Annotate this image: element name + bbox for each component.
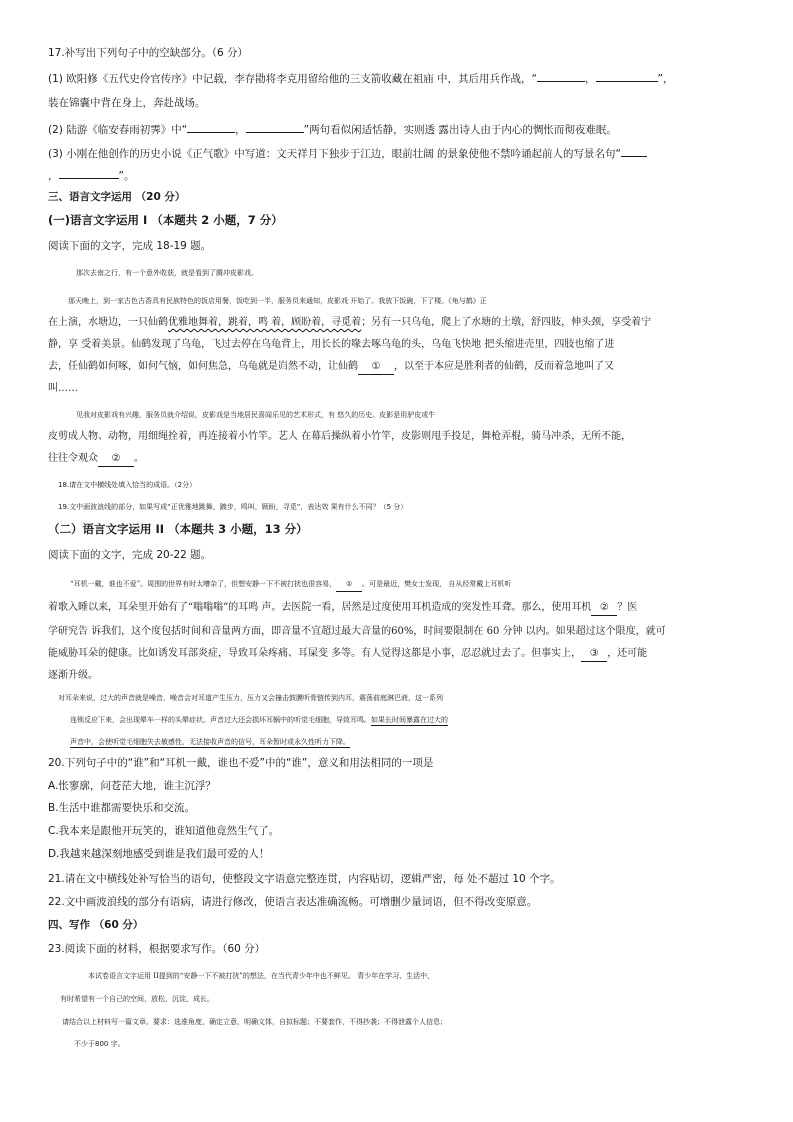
q17-item2: (2) 陆游《临安春雨初霁》中“ ， ”两句看似闲适恬静，实则透 露出诗人由于内心的惆怅而彻夜难眠。	[48, 121, 748, 137]
blank-p2-3: ③	[581, 647, 607, 662]
passage2-line4: 能威胁耳朵的健康。比如诱发耳部炎症，导致耳朵疼痛、耳屎变 多等。有人觉得这都是小事，忍忍就过去了。但事实上， ③ ，还可能	[48, 647, 748, 662]
passage1-p2-line4: 去，任仙鹤如何啄，如何气恼，如何焦急，乌龟就是岿然不动，让仙鹤 ① ，以至于本应是胜利者的仙鹤，反而着急地叫了又	[48, 360, 748, 375]
material-line2: 有时希望有一个自己的空间，放松，沉淀，成长。	[60, 995, 214, 1003]
wavy-underlined-text: 优雅地舞着，跳着，鸣 着，顾盼着，寻觅着	[168, 317, 362, 328]
section3-sub2: （二）语言文字运用 II （本题共 3 小题，13 分）	[48, 522, 308, 536]
q19: 19.文中画波浪线的部分，如果写成“正优雅地跳舞，踱步，鸣叫，顾盼，寻觅”，表达效 果有什么不同？（5 分）	[58, 503, 408, 511]
q20-option-b: B.生活中谁都需要快乐和交流。	[48, 802, 196, 814]
passage2-line2: 着歌入睡以来，耳朵里开始有了“嗡嗡嗡”的耳鸣 声。去医院一看，居然是过度使用耳机造成的突发性耳聋。那么，使用耳机 ② ？医	[48, 601, 748, 616]
writing-requirement-cont: 不少于800 字。	[74, 1040, 125, 1048]
q20: 20.下列句子中的“谁”和“耳机一戴，谁也不爱”中的“谁”，意义和用法相同的一项是	[48, 757, 434, 769]
q18: 18.请在文中横线处填入恰当的成语。（2分）	[58, 481, 197, 489]
q17-item3: (3) 小刚在他创作的历史小说《正气歌》中写道：文天祥月下独步于江边，眼前壮阔 的景象使他不禁吟诵起前人的写景名句“	[48, 145, 748, 161]
section3-intro2: 阅读下面的文字，完成 20-22 题。	[48, 549, 212, 561]
q20-option-c: C.我本来是跟他开玩笑的，谁知道他竟然生气了。	[48, 825, 280, 837]
passage1-p2-line3: 静，享 受着美景。仙鹤发现了乌龟，飞过去停在乌龟背上，用长长的喙去啄乌龟的头，乌龟飞快地 把头缩进壳里，四肢也缩了进	[48, 339, 615, 350]
blank-p2-2: ②	[591, 601, 617, 616]
passage1-p2-line2: 在上演，水塘边，一只仙鹤优雅地舞着，跳着，鸣 着，顾盼着，寻觅着；另有一只乌龟，爬上了水塘的土墩，舒四肢，伸头颈，享受着宁	[48, 317, 652, 328]
writing-requirement: 请结合以上材料写一篇文章。要求：选准角度，确定立意，明确文体，自拟标题；不要套作，不得抄袭；不得泄露个人信息；	[62, 1018, 447, 1026]
passage1-p1: 那次去南之行，有一个意外收获，就是看到了腾冲皮影戏。	[76, 269, 258, 277]
passage2-p2-line3	[70, 735, 770, 749]
q23: 23.阅读下面的材料，根据要求写作。（60 分）	[48, 943, 266, 955]
q22: 22.文中画波浪线的部分有语病，请进行修改，使语言表达准确流畅。可增删少量词语，但不得改变原意。	[48, 896, 538, 908]
passage1-p3-line3: 往往令观众 ② 。	[48, 452, 748, 467]
passage1-p2-line1: 那天晚上，到一家古色古香具有民族特色的饭店用餐，饭吃到一半，服务员来通知，皮影戏 开始了。我放下饭碗，下了楼。《龟与鹤》正	[68, 297, 487, 305]
q17-item1: (1) 欧阳修《五代史伶官传序》中记载，李存勖将李克用留给他的三支箭收藏在祖庙 中，其后用兵作战，“ ， ”，	[48, 70, 748, 86]
q17-item1-cont: 装在锦囊中背在身上，奔赴战场。	[48, 97, 206, 109]
blank-2: ②	[98, 452, 134, 467]
q21: 21.请在文中横线处补写恰当的语句，使整段文字语意完整连贯，内容贴切，逻辑严密，每 处不超过 10 个字。	[48, 873, 561, 885]
passage1-p2-line5: 叫……	[48, 383, 78, 394]
q20-option-a: A.怅寥廓，问苍茫大地，谁主沉浮？	[48, 780, 216, 792]
blank-p2-1: ①	[336, 577, 362, 592]
passage2-p2-line1: 对耳朵来说，过大的声音就是噪音，噪音会对耳道产生压力，压力又会撞击鼓膜听骨链传到内耳，震荡前庭淋巴液，这一系列	[58, 694, 443, 702]
section3-intro: 阅读下面的文字，完成 18-19 题。	[48, 240, 212, 252]
underlined-text: 如果长时间暴露在过大的	[371, 716, 448, 724]
q17-item3-cont: ， ”。	[48, 167, 748, 183]
section3-title: 三、语言文字运用 （20 分）	[48, 191, 186, 203]
underlined-text-cont: 声音中，会使听觉毛细胞失去敏感性，无法接收声音的信号，耳朵暂时或永久性听力下降。	[70, 738, 350, 746]
passage1-p3-line1: 见我对皮影戏有兴趣，服务员就介绍说，皮影戏是当地居民喜闻乐见的艺术形式，有 悠久的历史。皮影是用驴皮或牛	[76, 411, 436, 419]
blank-1: ①	[358, 360, 394, 375]
passage2-line3: 学研究告 诉我们，这个度包括时间和音量两方面，即音量不宜超过最大音量的60%，时间要限制在 60 分钟 以内。如果超过这个限度，就可	[48, 626, 666, 637]
passage2-line5: 逐渐升级。	[48, 670, 98, 681]
q17-title: 17.补写出下列句子中的空缺部分。（6 分）	[48, 47, 248, 59]
passage2-line1: “耳机一戴，谁也不爱”。周围的世界有时太嘈杂了，但想安静一下不被打扰也很容易， ① 。可是最近，樊女士发现， 自从经常戴上耳机听	[70, 577, 770, 592]
q20-option-d: D.我越来越深刻地感受到谁是我们最可爱的人！	[48, 848, 270, 860]
section4-title: 四、写作 （60 分）	[48, 919, 144, 931]
passage2-p2-line2: 连锁反应下来，会出现晕车一样的头晕症状。声音过大还会损坏耳蜗中的听觉毛细胞，导致耳鸣。如果长时间暴露在过大的	[70, 716, 448, 724]
section3-sub1: (一)语言文字运用 I （本题共 2 小题，7 分）	[48, 213, 283, 227]
material-line1: 本试卷语言文字运用 II提到的“安静一下不被打扰”的想法，在当代青少年中也不鲜见。 青少年在学习、生活中，	[88, 972, 435, 980]
passage1-p3-line2: 皮剪成人物、动物，用细绳拴着，再连接着小竹竿。艺人 在幕后操纵着小竹竿，皮影则甩手投足，舞枪弄棍，骑马冲杀，无所不能，	[48, 431, 632, 442]
